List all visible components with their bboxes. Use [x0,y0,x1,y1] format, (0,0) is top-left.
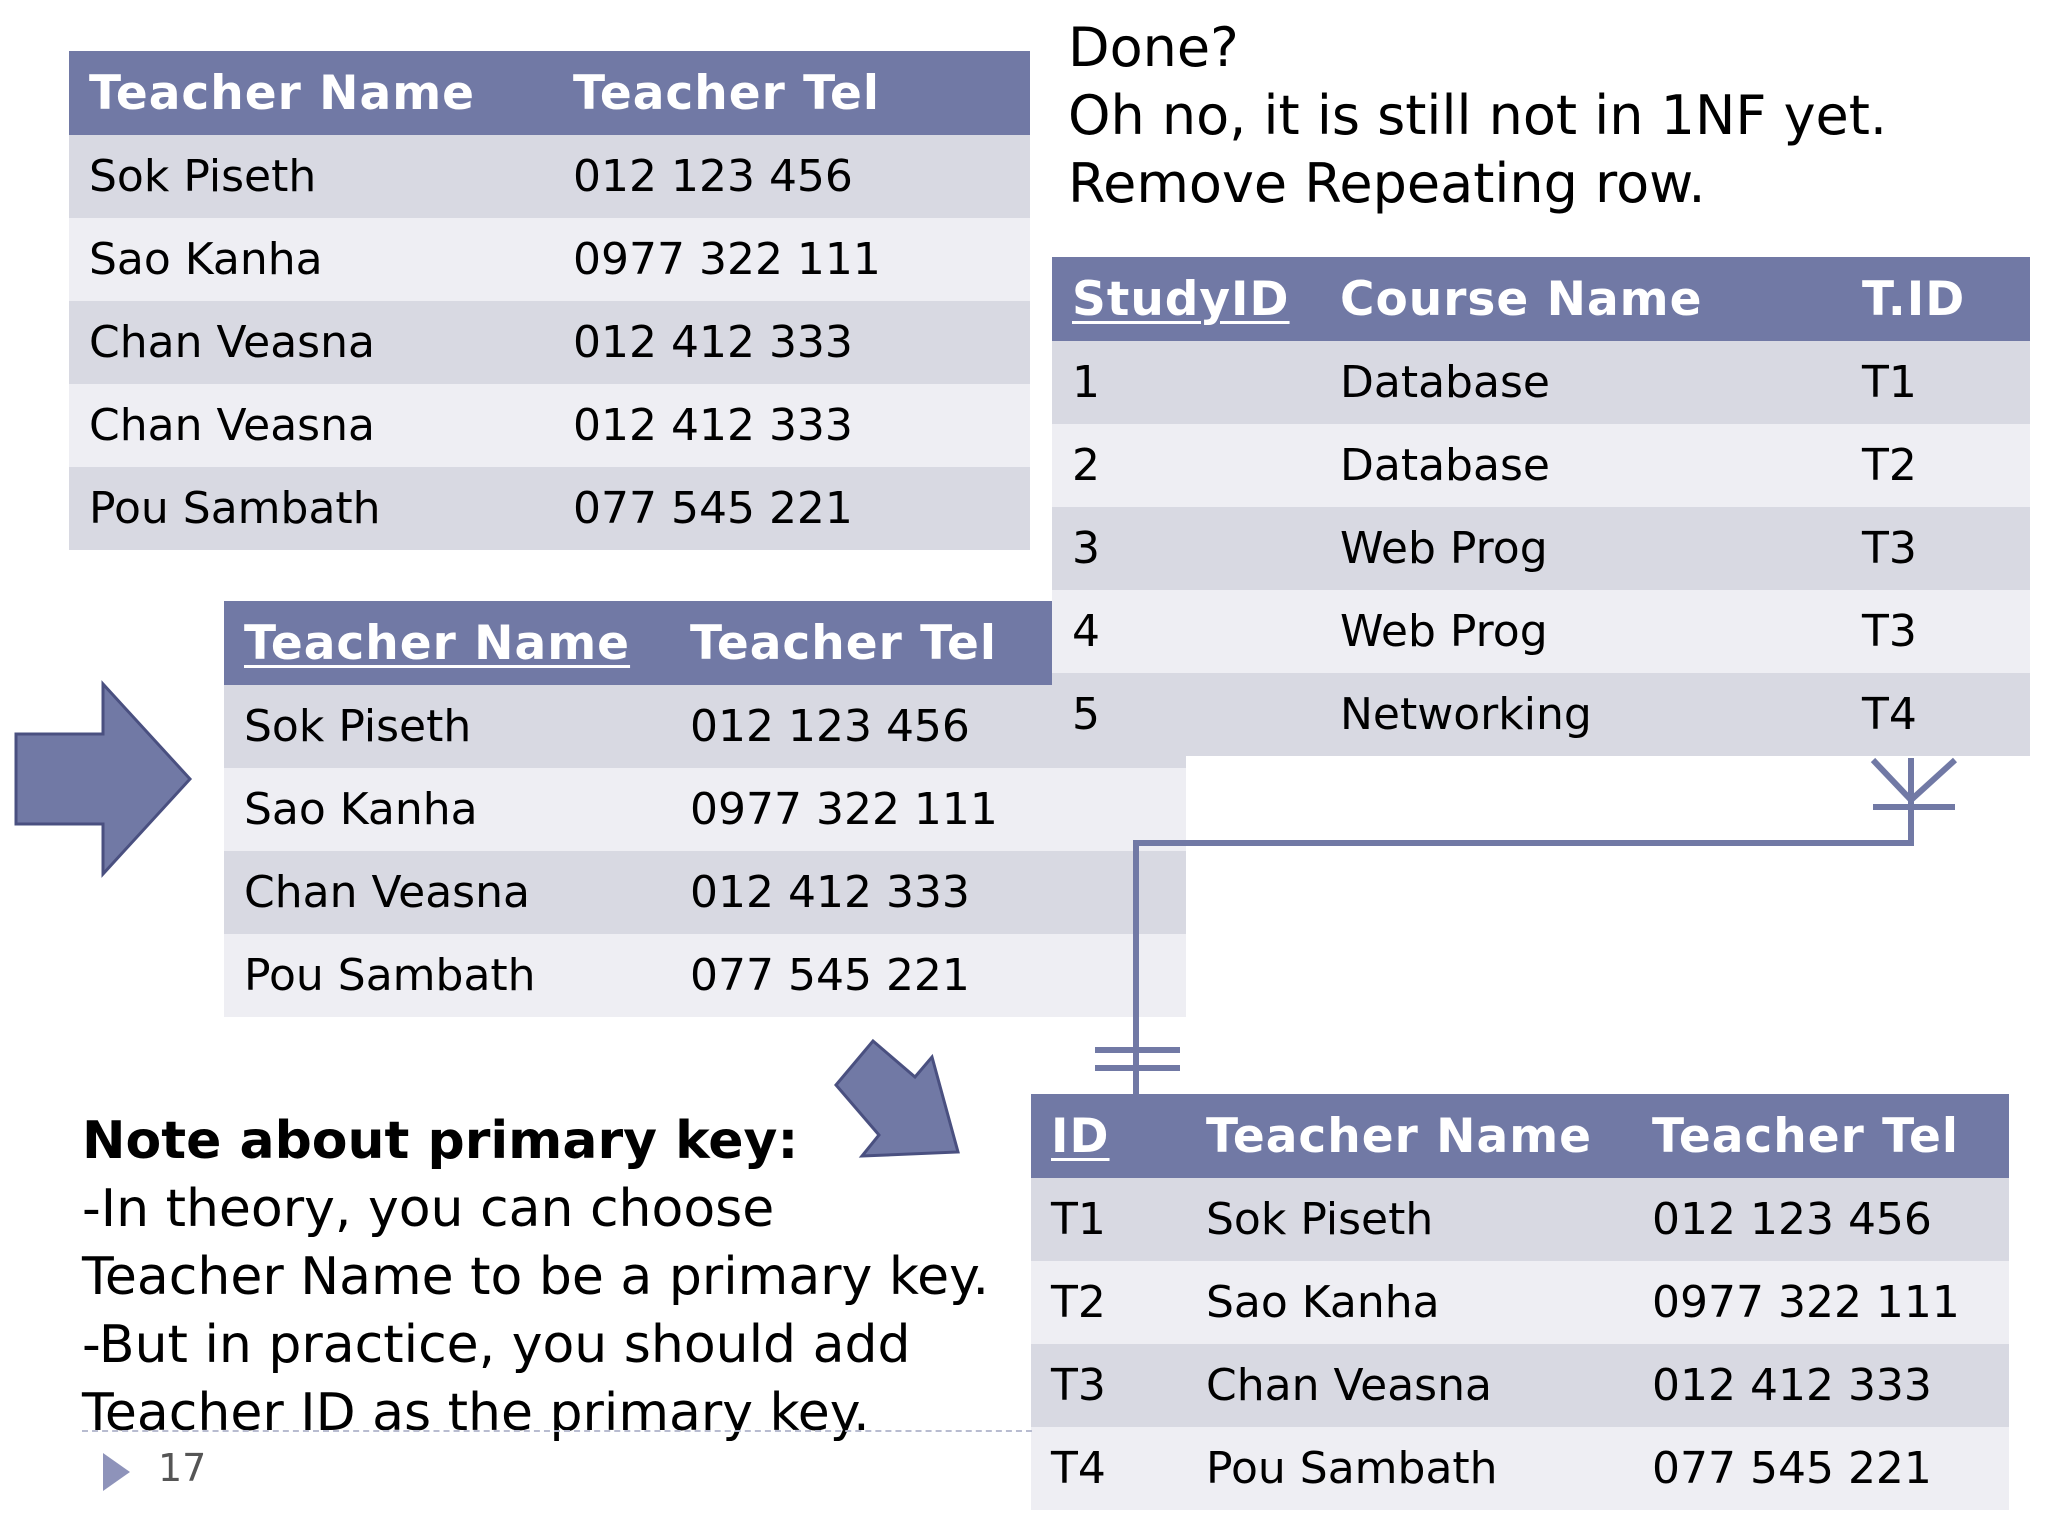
teacher-id-cell: T1 [1031,1178,1186,1261]
teacher-tel-cell: 012 123 456 [670,685,1186,768]
column-header: Teacher Tel [553,51,1030,135]
teacher-tel-cell: 077 545 221 [670,934,1186,1017]
column-header: Teacher Tel [670,601,1186,685]
study-id-cell: 4 [1052,590,1320,673]
teacher-tel-cell: 0977 322 111 [670,768,1186,851]
not-1nf-warning: Oh no, it is still not in 1NF yet. [1068,84,1888,147]
teacher-tel-cell: 0977 322 111 [553,218,1030,301]
teacher-name-cell: Sok Piseth [224,685,670,768]
column-header: Teacher Name [69,51,553,135]
right-arrow-icon [16,684,190,874]
teacher-tel-cell: 0977 322 111 [1632,1261,2009,1344]
done-question: Done? [1068,16,1239,79]
teacher-id-cell: T3 [1842,507,2030,590]
teacher-tel-cell: 077 545 221 [1632,1427,2009,1510]
course-name-cell: Database [1320,424,1842,507]
teacher-id-cell: T1 [1842,341,2030,424]
note-line: Teacher Name to be a primary key. [82,1247,990,1307]
teacher-id-cell: T2 [1842,424,2030,507]
column-header: Teacher Tel [1632,1094,2009,1178]
primary-key-label: StudyID [1072,271,1290,327]
teacher-id-cell: T3 [1842,590,2030,673]
study-id-cell: 3 [1052,507,1320,590]
teacher-tel-cell: 012 412 333 [553,384,1030,467]
page-number: 17 [158,1446,207,1490]
teacher-id-cell: T4 [1031,1427,1186,1510]
teacher-name-cell: Sao Kanha [69,218,553,301]
teacher-name-cell: Sao Kanha [1186,1261,1632,1344]
teacher-tel-cell: 077 545 221 [553,467,1030,550]
study-id-cell: 1 [1052,341,1320,424]
down-right-arrow-icon [836,1041,958,1156]
teacher-name-cell: Sok Piseth [1186,1178,1632,1261]
teacher-name-cell: Sok Piseth [69,135,553,218]
course-name-cell: Database [1320,341,1842,424]
study-id-cell: 5 [1052,673,1320,756]
remove-repeating-row-instruction: Remove Repeating row. [1068,152,1706,215]
triangle-bullet-icon [103,1453,130,1491]
teacher-name-cell: Chan Veasna [69,301,553,384]
footer-divider [82,1430,1032,1432]
column-header: Course Name [1320,257,1842,341]
relationship-connector-line [1136,758,1911,1094]
column-header: Teacher Name [1186,1094,1632,1178]
column-header: T.ID [1842,257,2030,341]
course-name-cell: Web Prog [1320,507,1842,590]
teacher-id-cell: T3 [1031,1344,1186,1427]
teacher-tel-cell: 012 123 456 [1632,1178,2009,1261]
teacher-id-cell: T4 [1842,673,2030,756]
teacher-id-cell: T2 [1031,1261,1186,1344]
teacher-tel-cell: 012 412 333 [670,851,1186,934]
teacher-name-cell: Pou Sambath [224,934,670,1017]
note-line: -But in practice, you should add [82,1315,911,1375]
note-line: -In theory, you can choose [82,1179,775,1239]
teacher-name-cell: Chan Veasna [224,851,670,934]
note-line: Teacher ID as the primary key. [82,1383,870,1443]
teacher-name-cell: Sao Kanha [224,768,670,851]
teacher-name-cell: Pou Sambath [1186,1427,1632,1510]
teacher-tel-cell: 012 412 333 [553,301,1030,384]
course-name-cell: Web Prog [1320,590,1842,673]
primary-key-label: ID [1051,1108,1110,1164]
teacher-tel-cell: 012 123 456 [553,135,1030,218]
study-id-cell: 2 [1052,424,1320,507]
teacher-name-cell: Pou Sambath [69,467,553,550]
teacher-name-cell: Chan Veasna [69,384,553,467]
teacher-name-cell: Chan Veasna [1186,1344,1632,1427]
teacher-tel-cell: 012 412 333 [1632,1344,2009,1427]
course-name-cell: Networking [1320,673,1842,756]
note-title: Note about primary key: [82,1111,799,1171]
primary-key-label: Teacher Name [244,615,631,671]
